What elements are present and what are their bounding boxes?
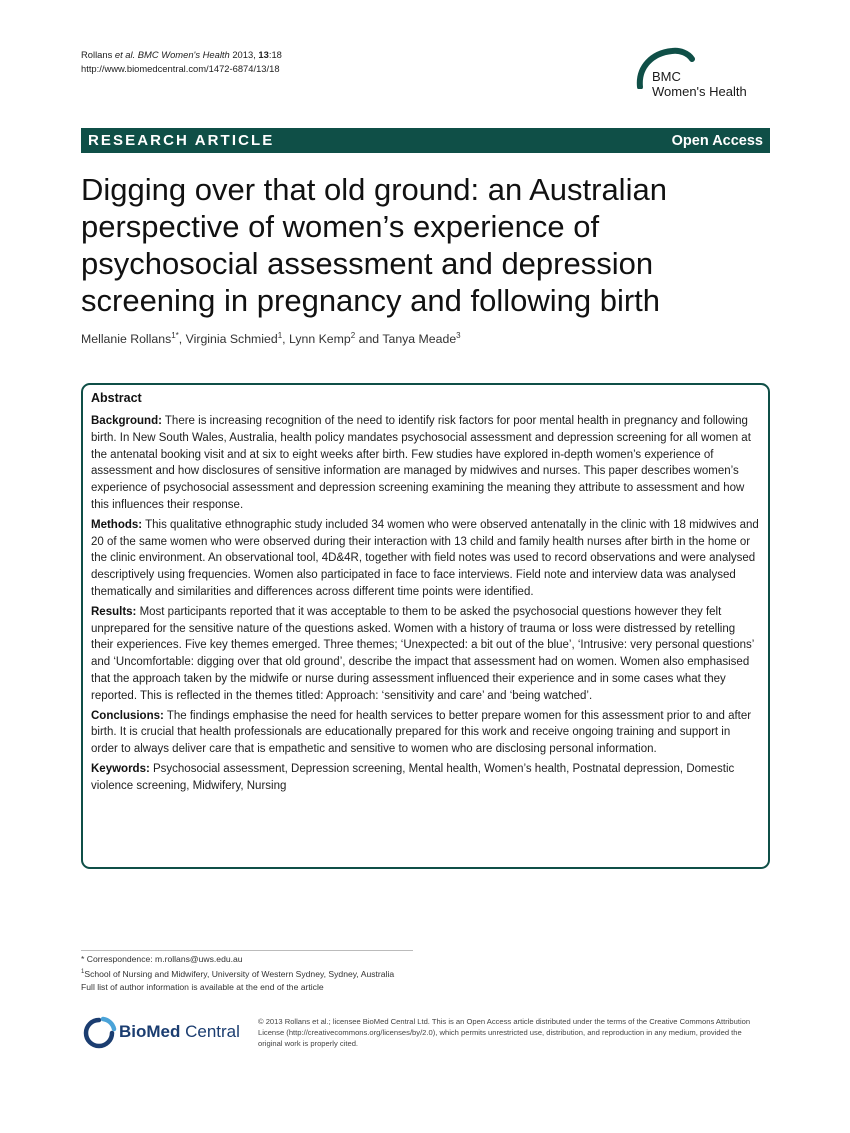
abstract-results xyxy=(91,604,760,705)
section-text: This qualitative ethnographic study included 34 women who were observed antenatally in the clinic with 18 midwives and 20 of the same women who were observed during their interaction with 13 child and family health nurses after birth in the home or the clinic environment. An observational tool, 4D&4R, together with field notes was used to record observations and were analysed descriptively using frequencies. Women also participated in face to face interviews. Field note and interview data was analysed thematically and similarities and differences across different time points were identified. xyxy=(91,518,759,598)
author-list xyxy=(81,331,461,346)
abstract-conclusions xyxy=(91,708,760,758)
affiliation-text: School of Nursing and Midwifery, University of Western Sydney, Sydney, Australia xyxy=(84,968,395,979)
affiliation-sup: 1 xyxy=(81,969,85,975)
author[interactable] xyxy=(186,332,283,346)
publisher-name-bold: BioMed xyxy=(119,1022,181,1041)
article-type: RESEARCH ARTICLE xyxy=(88,132,275,149)
cite-authors: Rollans xyxy=(81,49,113,60)
section-text: Psychosocial assessment, Depression screening, Mental health, Women’s health, Postnatal depression, Domestic violence screening, Midwifery, Nursing xyxy=(91,762,735,792)
abstract-keywords xyxy=(91,761,760,795)
journal-name-line2: Women's Health xyxy=(652,84,747,99)
citation-header xyxy=(81,48,282,75)
abstract-background xyxy=(91,413,760,514)
footnotes xyxy=(81,950,413,994)
section-text: Most participants reported that it was acceptable to them to be asked the psychosocial questions however they felt unprepared for the sensitive nature of the questions asked. Women with a history of trauma or loss were distressed by retelling their experiences. Five key themes emerged. Three themes; ‘Unexpected: a bit out of the blue’, ‘Intrusive: very personal questions’ and ‘Uncomfortable: digging over that old ground’, describe the impact that assessment had on women. Women also emphasised that the approach taken by the midwife or nurse during assessment influenced their experience and in some cases what they reported. This is reflected in the themes titled: Approach: ‘sensitivity and care’ and ‘being watched’. xyxy=(91,605,754,702)
author[interactable] xyxy=(289,332,355,346)
author-affil-sup: 1 xyxy=(277,331,283,340)
section-text: There is increasing recognition of the need to identify risk factors for poor mental health in pregnancy and following birth. In New South Wales, Australia, health policy mandates psychosocial assessment and depression screening for all women at the antenatal booking visit and at six to eight weeks after birth. Few studies have explored in-depth women’s experience of assessment and how disclosures of sensitive information are managed by midwives and nurses. This paper describes women’s experience of psychosocial assessment and depression screening examining the meaning they attribute to assessment and how this influences their response. xyxy=(91,415,751,511)
author-affil-sup: 1* xyxy=(171,331,179,340)
author-affil-sup: 3 xyxy=(456,331,461,340)
article-url[interactable]: http://www.biomedcentral.com/1472-6874/13/18 xyxy=(81,62,280,74)
author-name: Virginia Schmied xyxy=(185,332,278,347)
copyright-notice: © 2013 Rollans et al.; licensee BioMed Central Ltd. This is an Open Access article distributed under the terms of the Creative Commons Attribution License (http://creativecommons.org/licenses/by/2.0), which permits unrestricted use, distribution, and reproduction in any medium, provided the original work is properly cited. xyxy=(258,1017,751,1048)
author-name: Tanya Meade xyxy=(382,332,457,347)
journal-name xyxy=(652,69,747,99)
author-info-note: Full list of author information is available at the end of the article xyxy=(81,981,324,992)
section-label: Keywords: xyxy=(91,762,150,775)
author-name: Lynn Kemp xyxy=(288,332,351,347)
abstract-box xyxy=(81,383,770,869)
author-separator: and xyxy=(355,332,383,347)
cite-year: 2013, xyxy=(229,49,259,60)
section-label: Conclusions: xyxy=(91,709,164,722)
cite-volume: 13 xyxy=(258,49,269,60)
section-label: Methods: xyxy=(91,518,143,531)
correspondence[interactable]: * Correspondence: m.rollans@uws.edu.au xyxy=(81,954,243,964)
author[interactable] xyxy=(382,332,460,346)
affiliation xyxy=(81,966,413,981)
cite-journal: et al. BMC Women's Health xyxy=(114,49,230,60)
author-affil-sup: 2 xyxy=(350,331,356,340)
section-label: Results: xyxy=(91,605,137,618)
author-separator: , xyxy=(282,332,289,347)
citation-line xyxy=(81,48,282,62)
section-text: The findings emphasise the need for health services to better prepare women for this assessment prior to and after birth. It is crucial that health professionals are educationally prepared for this work and receive ongoing training and support in order to always deliver care that is empathetic and sensitive to women who are disclosing personal information. xyxy=(91,709,752,756)
section-label: Background: xyxy=(91,415,162,427)
author[interactable] xyxy=(81,332,179,346)
author-separator: , xyxy=(178,332,186,347)
publisher-name xyxy=(119,1022,240,1042)
article-type-banner xyxy=(81,128,770,153)
journal-name-line1: BMC xyxy=(652,69,681,84)
abstract-heading: Abstract xyxy=(91,391,142,405)
article-title: Digging over that old ground: an Australian perspective of women’s experience of psychosocial assessment and depression screening in pregnancy and following birth xyxy=(81,172,667,318)
open-access-label: Open Access xyxy=(671,132,763,149)
author-name: Mellanie Rollans xyxy=(81,332,172,347)
cite-article: :18 xyxy=(268,49,282,60)
biomed-central-logo-icon xyxy=(81,1016,117,1052)
publisher-name-rest: Central xyxy=(180,1022,240,1041)
publisher-logo[interactable] xyxy=(81,1016,246,1052)
abstract-methods xyxy=(91,517,760,601)
journal-logo xyxy=(636,45,776,105)
